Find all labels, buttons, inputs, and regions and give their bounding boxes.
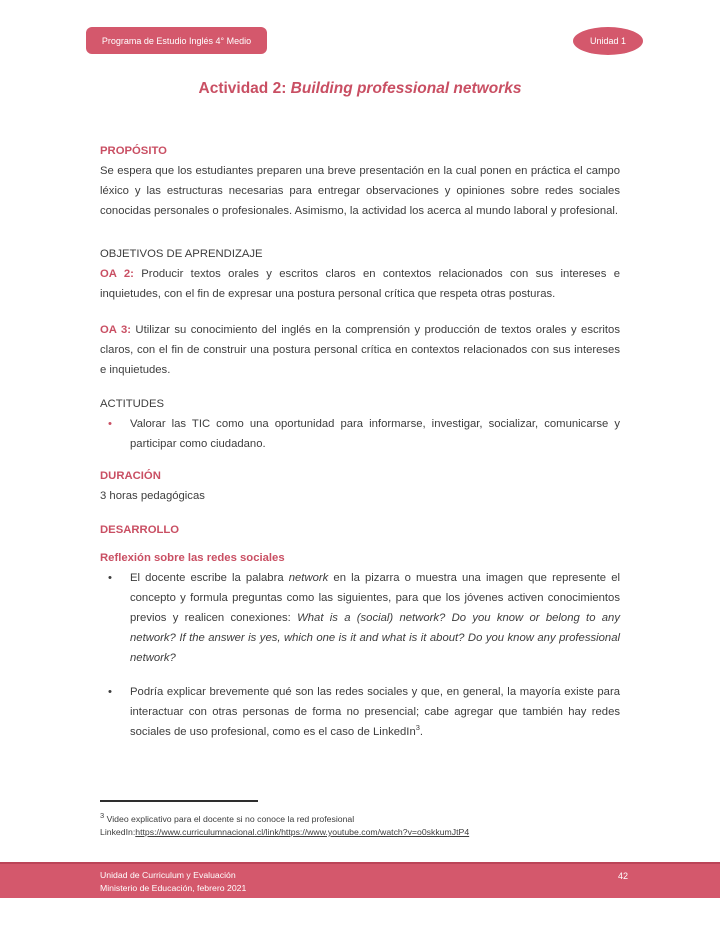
bullet1-italic-questions: What is a (social) network? Do you know or belong to any network? If the answer is yes, which one is it and what is it about? Do you know any professional network? (130, 612, 620, 664)
objetivos-heading: OBJETIVOS DE APRENDIZAJE (100, 248, 263, 260)
desarrollo-bullet-2-text (130, 682, 620, 742)
desarrollo-bullet-1-text (130, 568, 620, 668)
oa3-paragraph (100, 320, 620, 380)
bullet1-mid: en la pizarra o muestra una imagen que represente el concepto y formula preguntas como las siguientes, para que los jóvenes activen conocimientos previos y realicen conexiones: (130, 572, 620, 624)
page-number: 42 (617, 871, 628, 881)
duracion-value: 3 horas pedagógicas (100, 490, 205, 502)
bullet-marker: • (108, 572, 112, 584)
footer-line-1: Unidad de Curriculum y Evaluación (100, 870, 236, 880)
bullet2-end: . (419, 726, 424, 738)
activity-title (0, 80, 720, 98)
footnote-link-label: LinkedIn: (100, 827, 136, 837)
footer-line-2: Ministerio de Educación, febrero 2021 (100, 883, 247, 893)
oa3-text: Utilizar su conocimiento del inglés en la comprensión y producción de textos orales y escritos claros, con el fin de construir una postura personal crítica en contextos relacionados con sus intereses e inquietudes. (100, 324, 620, 376)
main-content (100, 141, 620, 742)
reflexion-subheading: Reflexión sobre las redes sociales (100, 552, 285, 564)
activity-title-prefix: Actividad 2: (198, 80, 291, 97)
bullet-marker: • (108, 418, 112, 430)
desarrollo-heading: DESARROLLO (100, 524, 180, 536)
page-header (0, 27, 720, 55)
footnote-divider (100, 800, 258, 802)
page-footer (0, 862, 720, 898)
desarrollo-bullet-item-2 (100, 682, 620, 742)
oa2-text: Producir textos orales y escritos claros en contextos relacionados con sus intereses e inquietudes, con el fin de expresar una postura personal crítica que respeta otras posturas. (100, 268, 620, 300)
bullet1-italic-term: network (288, 572, 329, 584)
oa3-label: OA 3: (100, 324, 131, 336)
program-badge-label: Programa de Estudio Inglés 4° Medio (101, 35, 252, 46)
bullet1-pre: El docente escribe la palabra (130, 572, 289, 584)
oa2-label: OA 2: (100, 268, 134, 280)
proposito-paragraph: Se espera que los estudiantes preparen una breve presentación en la cual ponen en práctica el campo léxico y las estructuras necesarias para entregar observaciones y opiniones sobre redes sociales conocidas personales o profesionales. Asimismo, la actividad los acerca al mundo laboral y profesional. (100, 165, 620, 217)
footnote-text: Video explicativo para el docente si no conoce la red profesional (104, 814, 355, 824)
bullet-marker: • (108, 686, 112, 698)
footer-credits (100, 869, 246, 895)
footnote-number: 3 (100, 811, 105, 821)
actitudes-heading: ACTITUDES (100, 398, 165, 410)
footnote-line-2 (100, 826, 620, 839)
actitudes-bullet-text: Valorar las TIC como una oportunidad para informarse, investigar, socializar, comunicarse y participar como ciudadano. (130, 418, 620, 450)
unit-badge (573, 27, 643, 55)
program-badge (86, 27, 267, 54)
desarrollo-bullet-item-1 (100, 568, 620, 668)
footnote-reference-mark: 3 (415, 723, 420, 733)
footnote-line-1 (100, 813, 620, 826)
duracion-heading: DURACIÓN (100, 470, 161, 482)
footnote-link[interactable]: https://www.curriculumnacional.cl/link/https://www.youtube.com/watch?v=o0skkumJtP4 (135, 827, 470, 837)
bullet2-pre: Podría explicar brevemente qué son las redes sociales y que, en general, la mayoría existe para interactuar con otras personas de forma no presencial; cabe agregar que también hay redes sociales de uso profesional, como es el caso de LinkedIn (130, 686, 620, 738)
footnote (100, 800, 620, 839)
unit-badge-label: Unidad 1 (589, 36, 627, 46)
proposito-heading: PROPÓSITO (100, 145, 167, 157)
activity-title-name: Building professional networks (290, 80, 522, 97)
actitudes-bullet-item (100, 414, 620, 454)
oa2-paragraph (100, 264, 620, 304)
